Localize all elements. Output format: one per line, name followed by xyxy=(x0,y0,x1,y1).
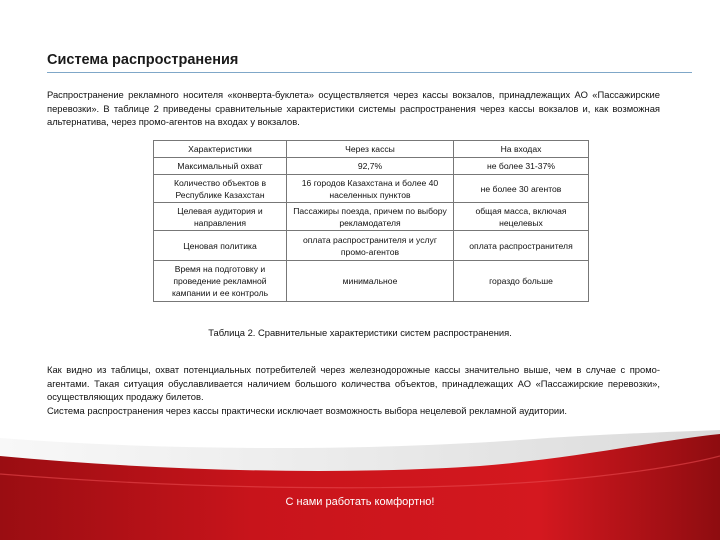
table-header-cell: На входах xyxy=(454,141,589,158)
conclusion-text: Как видно из таблицы, охват потенциальных потребителей через железнодорожные кассы значительно выше, чем в случае с промо-агентами. Такая ситуация обуславливается наличием большого количества объектов, принадлежащих АО «Пассажирские перевозки», осуществляющих продажу билетов. xyxy=(47,364,660,403)
table-cell: оплата распространителя xyxy=(454,231,589,261)
conclusion-paragraph xyxy=(47,363,660,417)
table-cell: минимальное xyxy=(287,261,454,302)
table-cell: Пассажиры поезда, причем по выбору рекламодателя xyxy=(287,203,454,231)
table-cell: 16 городов Казахстана и более 40 населенных пунктов xyxy=(287,175,454,203)
intro-text: Распространение рекламного носителя «конверта-буклета» осуществляется через кассы вокзалов, принадлежащих АО «Пассажирские перевозки». В таблице 2 приведены сравнительные характеристики системы распространения через кассы вокзалов и, как возможная альтернатива, через промо-агентов на входах у вокзалов. xyxy=(47,89,660,128)
table-caption: Таблица 2. Сравнительные характеристики систем распространения. xyxy=(208,327,512,338)
footer-wave-decoration xyxy=(0,430,720,540)
table-cell: Количество объектов в Республике Казахстан xyxy=(154,175,287,203)
conclusion-text-2: Система распространения через кассы практически исключает возможность выбора нецелевой рекламной аудитории. xyxy=(47,404,567,416)
table-cell: Максимальный охват xyxy=(154,158,287,175)
table-cell: Ценовая политика xyxy=(154,231,287,261)
intro-paragraph xyxy=(47,88,660,129)
table-header-cell: Через кассы xyxy=(287,141,454,158)
comparison-table xyxy=(153,140,589,302)
table-cell: оплата распространителя и услуг промо-агентов xyxy=(287,231,454,261)
table-cell: не более 30 агентов xyxy=(454,175,589,203)
table-cell: Время на подготовку и проведение рекламной кампании и ее контроль xyxy=(154,261,287,302)
title-divider xyxy=(47,72,692,73)
table-header-cell: Характеристики xyxy=(154,141,287,158)
table-cell: не более 31-37% xyxy=(454,158,589,175)
table-cell: 92,7% xyxy=(287,158,454,175)
footer-slogan: С нами работать комфортно! xyxy=(285,496,435,508)
table-cell: гораздо больше xyxy=(454,261,589,302)
table-row xyxy=(154,158,589,175)
table-cell: общая масса, включая нецелевых xyxy=(454,203,589,231)
slide-title: Система распространения xyxy=(47,52,239,68)
table-row xyxy=(154,261,589,302)
table-row xyxy=(154,175,589,203)
table-header-row xyxy=(154,141,589,158)
table-cell: Целевая аудитория и направления xyxy=(154,203,287,231)
table-row xyxy=(154,231,589,261)
table-row xyxy=(154,203,589,231)
